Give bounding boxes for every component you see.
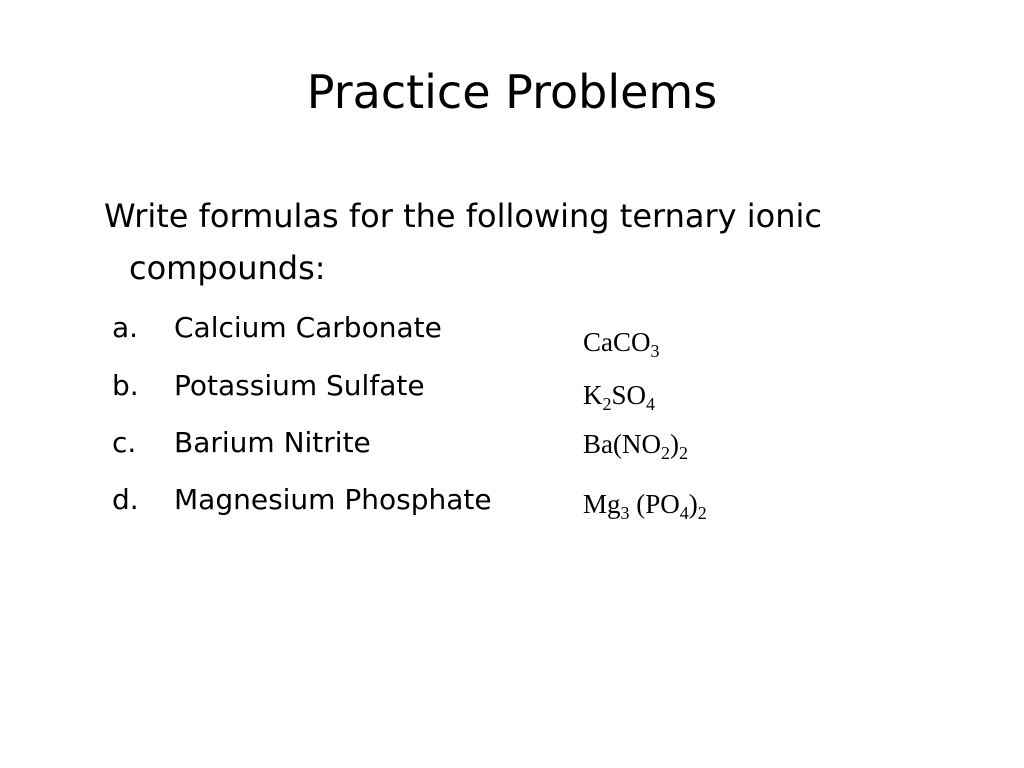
formula-text: SO bbox=[611, 380, 647, 410]
formula-text: CaCO bbox=[583, 327, 651, 357]
formula-answer-c bbox=[583, 424, 688, 464]
instruction-line-2: compounds: bbox=[129, 249, 326, 287]
formula-subscript: 4 bbox=[679, 503, 689, 523]
formula-subscript: 2 bbox=[678, 443, 688, 463]
formula-answer-b bbox=[583, 375, 655, 415]
formula-text: (PO bbox=[629, 489, 680, 519]
formula-text: K bbox=[583, 380, 603, 410]
compound-name: Barium Nitrite bbox=[174, 426, 371, 459]
list-marker: d. bbox=[112, 483, 139, 516]
formula-text: ) bbox=[669, 429, 679, 459]
slide-title: Practice Problems bbox=[306, 65, 718, 119]
formula-subscript: 4 bbox=[646, 394, 656, 414]
formula-text: Mg bbox=[583, 489, 621, 519]
instruction-text bbox=[104, 190, 984, 294]
compound-name: Potassium Sulfate bbox=[174, 369, 425, 402]
list-marker: b. bbox=[112, 369, 139, 402]
formula-text: Ba(NO bbox=[583, 429, 661, 459]
formula-answer-a bbox=[583, 322, 660, 362]
compound-name: Magnesium Phosphate bbox=[174, 483, 492, 516]
formula-subscript: 2 bbox=[697, 503, 707, 523]
instruction-line-1: Write formulas for the following ternary ionic bbox=[104, 197, 822, 235]
compound-name: Calcium Carbonate bbox=[174, 311, 442, 344]
formula-subscript: 2 bbox=[660, 443, 670, 463]
list-marker: c. bbox=[112, 426, 137, 459]
formula-text: ) bbox=[688, 489, 698, 519]
formula-subscript: 3 bbox=[650, 341, 660, 361]
list-marker: a. bbox=[112, 311, 139, 344]
formula-subscript: 2 bbox=[602, 394, 612, 414]
formula-subscript: 3 bbox=[620, 503, 630, 523]
formula-answer-d bbox=[583, 484, 707, 524]
